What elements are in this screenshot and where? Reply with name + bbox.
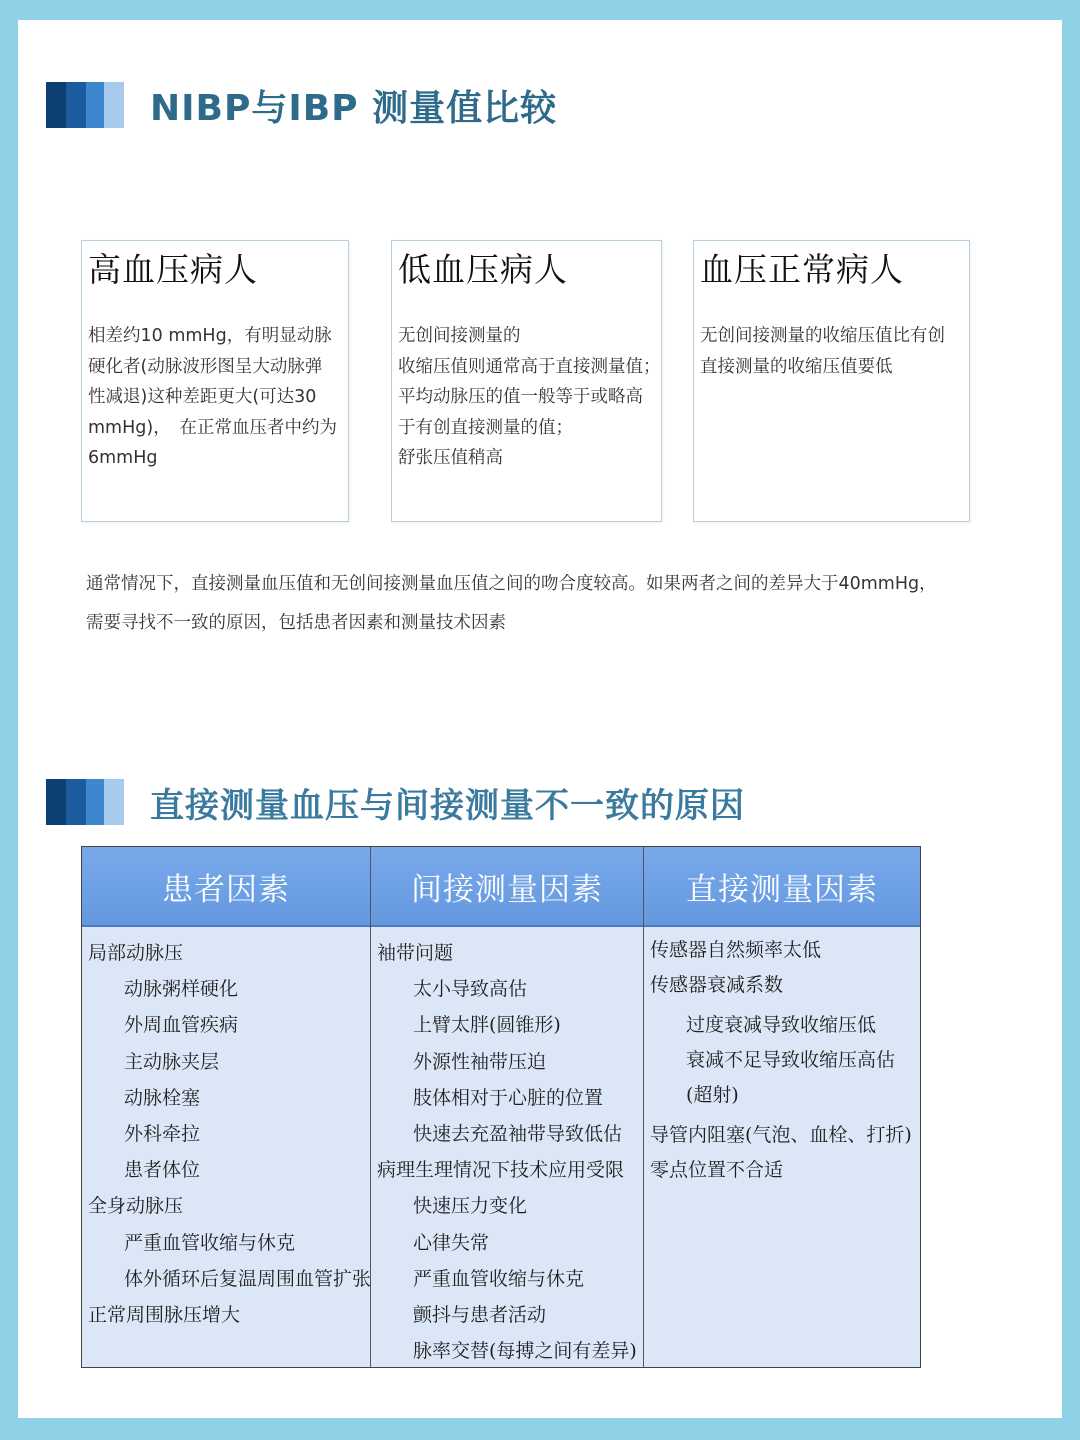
- table-row: 动脉粥样硬化: [124, 978, 239, 1001]
- card-line: 直接测量的收缩压值要低: [700, 356, 893, 377]
- card-body: [88, 321, 342, 474]
- card-body: [398, 321, 661, 474]
- table-column-direct: [644, 847, 920, 1367]
- table-row: 主动脉夹层: [124, 1050, 220, 1073]
- card-body: [700, 321, 963, 382]
- column-body: [371, 927, 643, 1369]
- table-row: 肢体相对于心脏的位置: [413, 1086, 604, 1109]
- card-title: 血压正常病人: [700, 250, 904, 289]
- table-row: 导管内阻塞(气泡、血栓、打折): [650, 1124, 912, 1146]
- table-row: (超射): [686, 1084, 739, 1106]
- column-header: 间接测量因素: [371, 847, 643, 927]
- causes-table: [81, 846, 921, 1368]
- section-title: 直接测量血压与间接测量不一致的原因: [150, 785, 745, 826]
- note-line: 需要寻找不一致的原因，包括患者因素和测量技术因素: [86, 613, 506, 633]
- card-hypertension: [81, 240, 349, 522]
- column-header: 直接测量因素: [644, 847, 920, 927]
- table-row: 体外循环后复温周围血管扩张: [124, 1267, 372, 1290]
- summary-note: [86, 565, 1006, 643]
- table-row: 严重血管收缩与休克: [124, 1231, 296, 1254]
- table-row: 衰减不足导致收缩压高估: [686, 1049, 896, 1071]
- table-row: 过度衰减导致收缩压低: [686, 1014, 877, 1036]
- table-row: 袖带问题: [377, 942, 454, 964]
- card-hypotension: [391, 240, 662, 522]
- card-line: 性减退)这种差距更大(可达30: [88, 387, 317, 407]
- card-line: 舒张压值稍高: [398, 448, 503, 468]
- table-row: 外源性袖带压迫: [413, 1050, 547, 1073]
- card-title: 高血压病人: [88, 250, 258, 289]
- card-line: 于有创直接测量的值；: [398, 417, 573, 438]
- table-row: 传感器自然频率太低: [650, 939, 822, 961]
- section-header-comparison: [46, 80, 557, 130]
- table-row: 全身动脉压: [88, 1195, 184, 1218]
- note-line: 通常情况下，直接测量血压值和无创间接测量血压值之间的吻合度较高。如果两者之间的差异大于40mmHg，: [86, 574, 937, 594]
- table-row: 严重血管收缩与休克: [413, 1267, 585, 1290]
- column-body: [82, 927, 370, 1333]
- table-row: 上臂太胖(圆锥形): [413, 1014, 561, 1037]
- card-title: 低血压病人: [398, 250, 568, 289]
- column-body: [644, 927, 920, 1188]
- card-line: 硬化者(动脉波形图呈大动脉弹: [88, 356, 323, 377]
- card-line: 无创间接测量的收缩压值比有创: [700, 326, 945, 346]
- section-title: NIBP与IBP 测量值比较: [150, 87, 558, 129]
- table-row: 颤抖与患者活动: [413, 1303, 547, 1326]
- table-row: 外科牵拉: [124, 1122, 201, 1145]
- header-bars-decoration: [46, 82, 124, 128]
- card-line: 收缩压值则通常高于直接测量值；: [398, 356, 661, 377]
- table-row: 太小导致高估: [413, 978, 528, 1001]
- page: [18, 20, 1062, 1418]
- table-row: 传感器衰减系数: [650, 974, 784, 996]
- table-row: 正常周围脉压增大: [88, 1303, 241, 1326]
- table-row: 零点位置不合适: [650, 1159, 784, 1181]
- table-column-indirect: [371, 847, 644, 1367]
- card-line: 相差约10 mmHg，有明显动脉: [88, 326, 332, 346]
- table-row: 患者体位: [124, 1159, 201, 1182]
- table-row: 局部动脉压: [88, 942, 184, 964]
- table-row: 心律失常: [413, 1231, 490, 1254]
- card-normotension: [693, 240, 970, 522]
- card-line: 平均动脉压的值一般等于或略高: [398, 387, 643, 407]
- card-line: 6mmHg: [88, 448, 158, 468]
- section-header-causes: [46, 777, 745, 827]
- card-line: 无创间接测量的: [398, 326, 521, 346]
- table-row: 快速去充盈袖带导致低估: [413, 1122, 623, 1145]
- column-header: 患者因素: [82, 847, 370, 927]
- table-row: 动脉栓塞: [124, 1086, 201, 1109]
- card-line: mmHg)， 在正常血压者中约为: [88, 417, 337, 438]
- table-row: 脉率交替(每搏之间有差异): [413, 1340, 637, 1363]
- table-column-patient: [82, 847, 371, 1367]
- table-row: 快速压力变化: [413, 1195, 528, 1218]
- table-row: 外周血管疾病: [124, 1014, 239, 1037]
- header-bars-decoration: [46, 779, 124, 825]
- table-row: 病理生理情况下技术应用受限: [377, 1159, 625, 1182]
